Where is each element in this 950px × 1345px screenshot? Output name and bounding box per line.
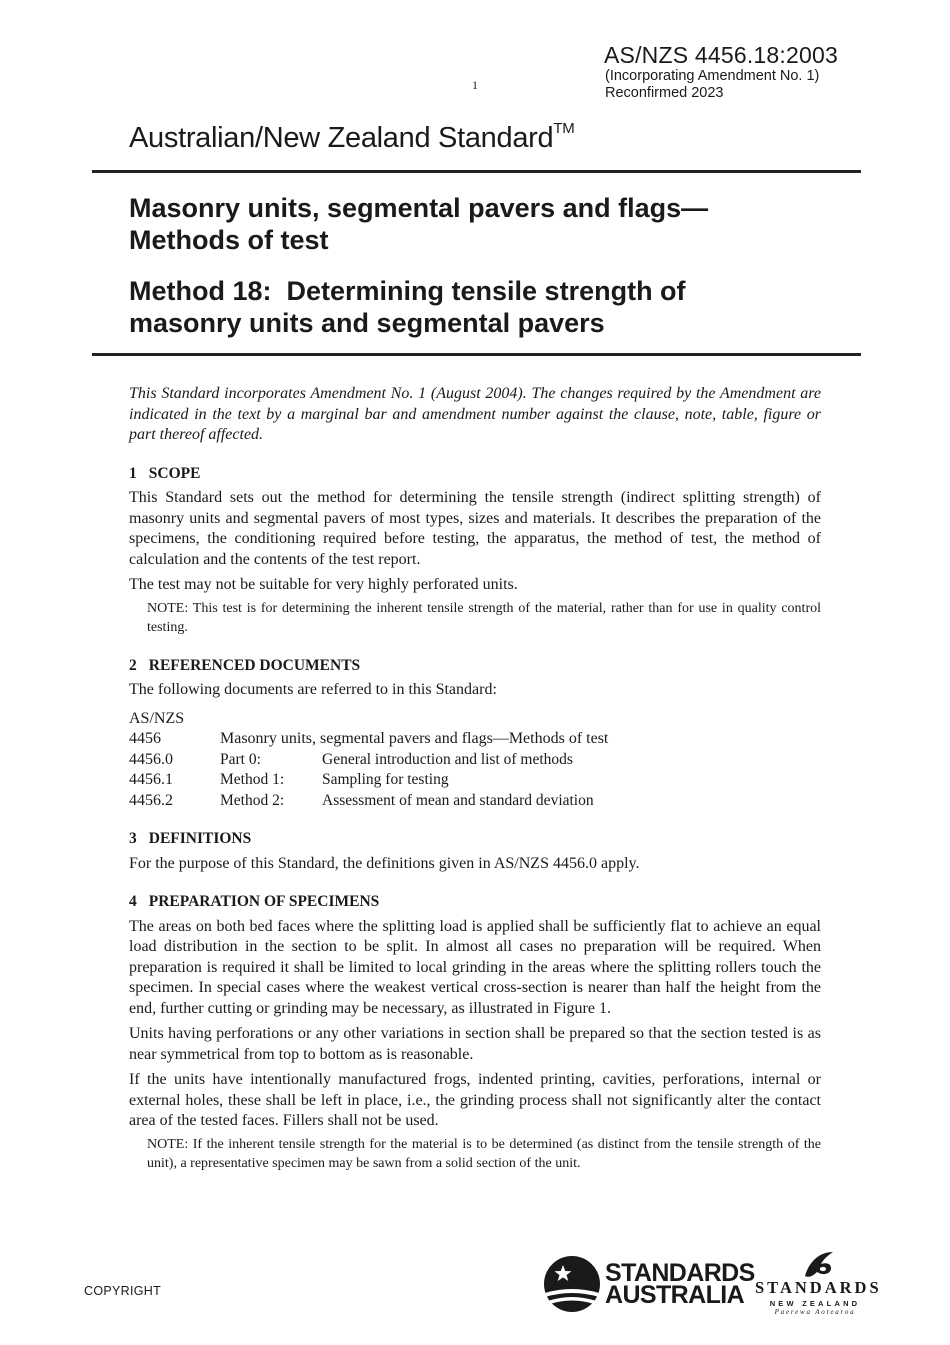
snz-koru-icon bbox=[799, 1250, 839, 1278]
snz-line-3: Paerewa Aotearoa bbox=[774, 1308, 856, 1316]
paragraph: The areas on both bed faces where the splitting load is applied shall be sufficiently flat to achieve an equal load distribution in the section to be split. In almost all cases no preparation will be required. When preparation is required it shall be limited to local grinding in the areas where the splitting rollers touch the specimen. In special cases where the weakest vertical cross-section is nearer than half the height from the end, further cutting or grinding may be necessary, as illustrated in Figure 1. bbox=[129, 917, 821, 1017]
copyright-notice: COPYRIGHT bbox=[84, 1284, 162, 1298]
page-number: 1 bbox=[472, 78, 478, 92]
section-heading-preparation bbox=[129, 892, 821, 913]
note: NOTE: This test is for determining the inherent tensile strength of the material, rather than for use in quality control testing. bbox=[147, 600, 821, 635]
bottom-rule bbox=[92, 353, 861, 356]
reference-code: 4456.0 bbox=[129, 750, 173, 768]
trademark-mark: TM bbox=[553, 120, 575, 138]
method-title-line-1: Method 18: Determining tensile strength of bbox=[129, 276, 686, 306]
paragraph: The test may not be suitable for very highly perforated units. bbox=[129, 576, 518, 593]
standards-australia-logo bbox=[543, 1255, 755, 1313]
section-title: PREPARATION OF SPECIMENS bbox=[148, 893, 380, 910]
amendment-intro: This Standard incorporates Amendment No. 1 (August 2004). The changes required by the Amendment are indicated in the text by a marginal bar and amendment number against the clause, note, table, figure or part thereof affected. bbox=[129, 385, 821, 443]
section-heading-references bbox=[129, 656, 821, 677]
title-line-2: Methods of test bbox=[129, 225, 329, 255]
section-title: DEFINITIONS bbox=[148, 830, 252, 847]
reference-list bbox=[129, 709, 821, 812]
standards-australia-emblem-icon bbox=[543, 1255, 601, 1313]
method-title bbox=[129, 275, 686, 339]
section-number: 1 bbox=[129, 464, 137, 482]
section-number: 3 bbox=[129, 830, 137, 847]
paragraph: The following documents are referred to in this Standard: bbox=[129, 681, 497, 698]
title-line-1: Masonry units, segmental pavers and flags— bbox=[129, 193, 709, 223]
reference-code: 4456.1 bbox=[129, 771, 173, 788]
section-number: 2 bbox=[129, 656, 137, 674]
standard-brand bbox=[129, 122, 574, 155]
standard-id-block bbox=[604, 42, 838, 102]
reference-code: 4456 bbox=[129, 730, 161, 747]
paragraph: Units having perforations or any other variations in section shall be prepared so that the section tested is as near symmetrical from top to bottom as is reasonable. bbox=[129, 1025, 821, 1063]
reference-row bbox=[129, 750, 821, 771]
standards-new-zealand-logo bbox=[755, 1250, 882, 1316]
reference-part: Method 2: bbox=[220, 791, 285, 809]
reconfirmed-note: Reconfirmed 2023 bbox=[605, 85, 724, 101]
document-body bbox=[129, 384, 821, 1176]
reference-title: Sampling for testing bbox=[322, 771, 449, 788]
reference-row bbox=[129, 791, 821, 812]
document-title bbox=[129, 192, 708, 256]
reference-series: AS/NZS bbox=[129, 709, 185, 727]
reference-title: Assessment of mean and standard deviation bbox=[322, 791, 594, 809]
snz-line-2: NEW ZEALAND bbox=[769, 1299, 861, 1308]
section-heading-definitions bbox=[129, 829, 821, 850]
top-rule bbox=[92, 170, 861, 173]
reference-code: 4456.2 bbox=[129, 791, 173, 809]
standards-australia-wordmark bbox=[605, 1259, 755, 1309]
reference-title: General introduction and list of methods bbox=[322, 750, 573, 768]
section-title: SCOPE bbox=[148, 464, 201, 482]
reference-row bbox=[129, 770, 821, 791]
note: NOTE: If the inherent tensile strength for the material is to be determined (as distinct from the tensile strength of the unit), a representative specimen may be sawn from a solid section of the unit. bbox=[147, 1136, 821, 1171]
paragraph: This Standard sets out the method for determining the tensile strength (indirect splitting strength) of masonry units and segmental pavers of most types, sizes and materials. It describes the preparation of the specimens, the conditioning required before testing, the apparatus, the method of test, the method of calculation and the contents of the test report. bbox=[129, 489, 821, 568]
paragraph: For the purpose of this Standard, the definitions given in AS/NZS 4456.0 apply. bbox=[129, 854, 640, 872]
sa-line-1: STANDARDS bbox=[605, 1259, 755, 1287]
reference-title: Masonry units, segmental pavers and flags—Methods of test bbox=[220, 730, 609, 747]
sa-line-2: AUSTRALIA bbox=[605, 1281, 745, 1309]
section-heading-scope bbox=[129, 464, 821, 485]
reference-part: Method 1: bbox=[220, 771, 285, 788]
standard-id: AS/NZS 4456.18:2003 bbox=[604, 42, 838, 68]
snz-line-1: STANDARDS bbox=[755, 1278, 882, 1297]
section-title: REFERENCED DOCUMENTS bbox=[148, 656, 361, 674]
reference-row bbox=[129, 729, 821, 750]
method-title-line-2: masonry units and segmental pavers bbox=[129, 308, 605, 338]
amendment-note: (Incorporating Amendment No. 1) bbox=[605, 68, 820, 84]
paragraph: If the units have intentionally manufactured frogs, indented printing, cavities, perforations, internal or external holes, these shall be left in place, i.e., the grinding process shall not significantly alter the contact area of the tested faces. Fillers shall not be used. bbox=[129, 1071, 821, 1129]
brand-text: Australian/New Zealand Standard bbox=[129, 122, 554, 154]
reference-part: Part 0: bbox=[220, 750, 261, 768]
section-number: 4 bbox=[129, 893, 137, 910]
